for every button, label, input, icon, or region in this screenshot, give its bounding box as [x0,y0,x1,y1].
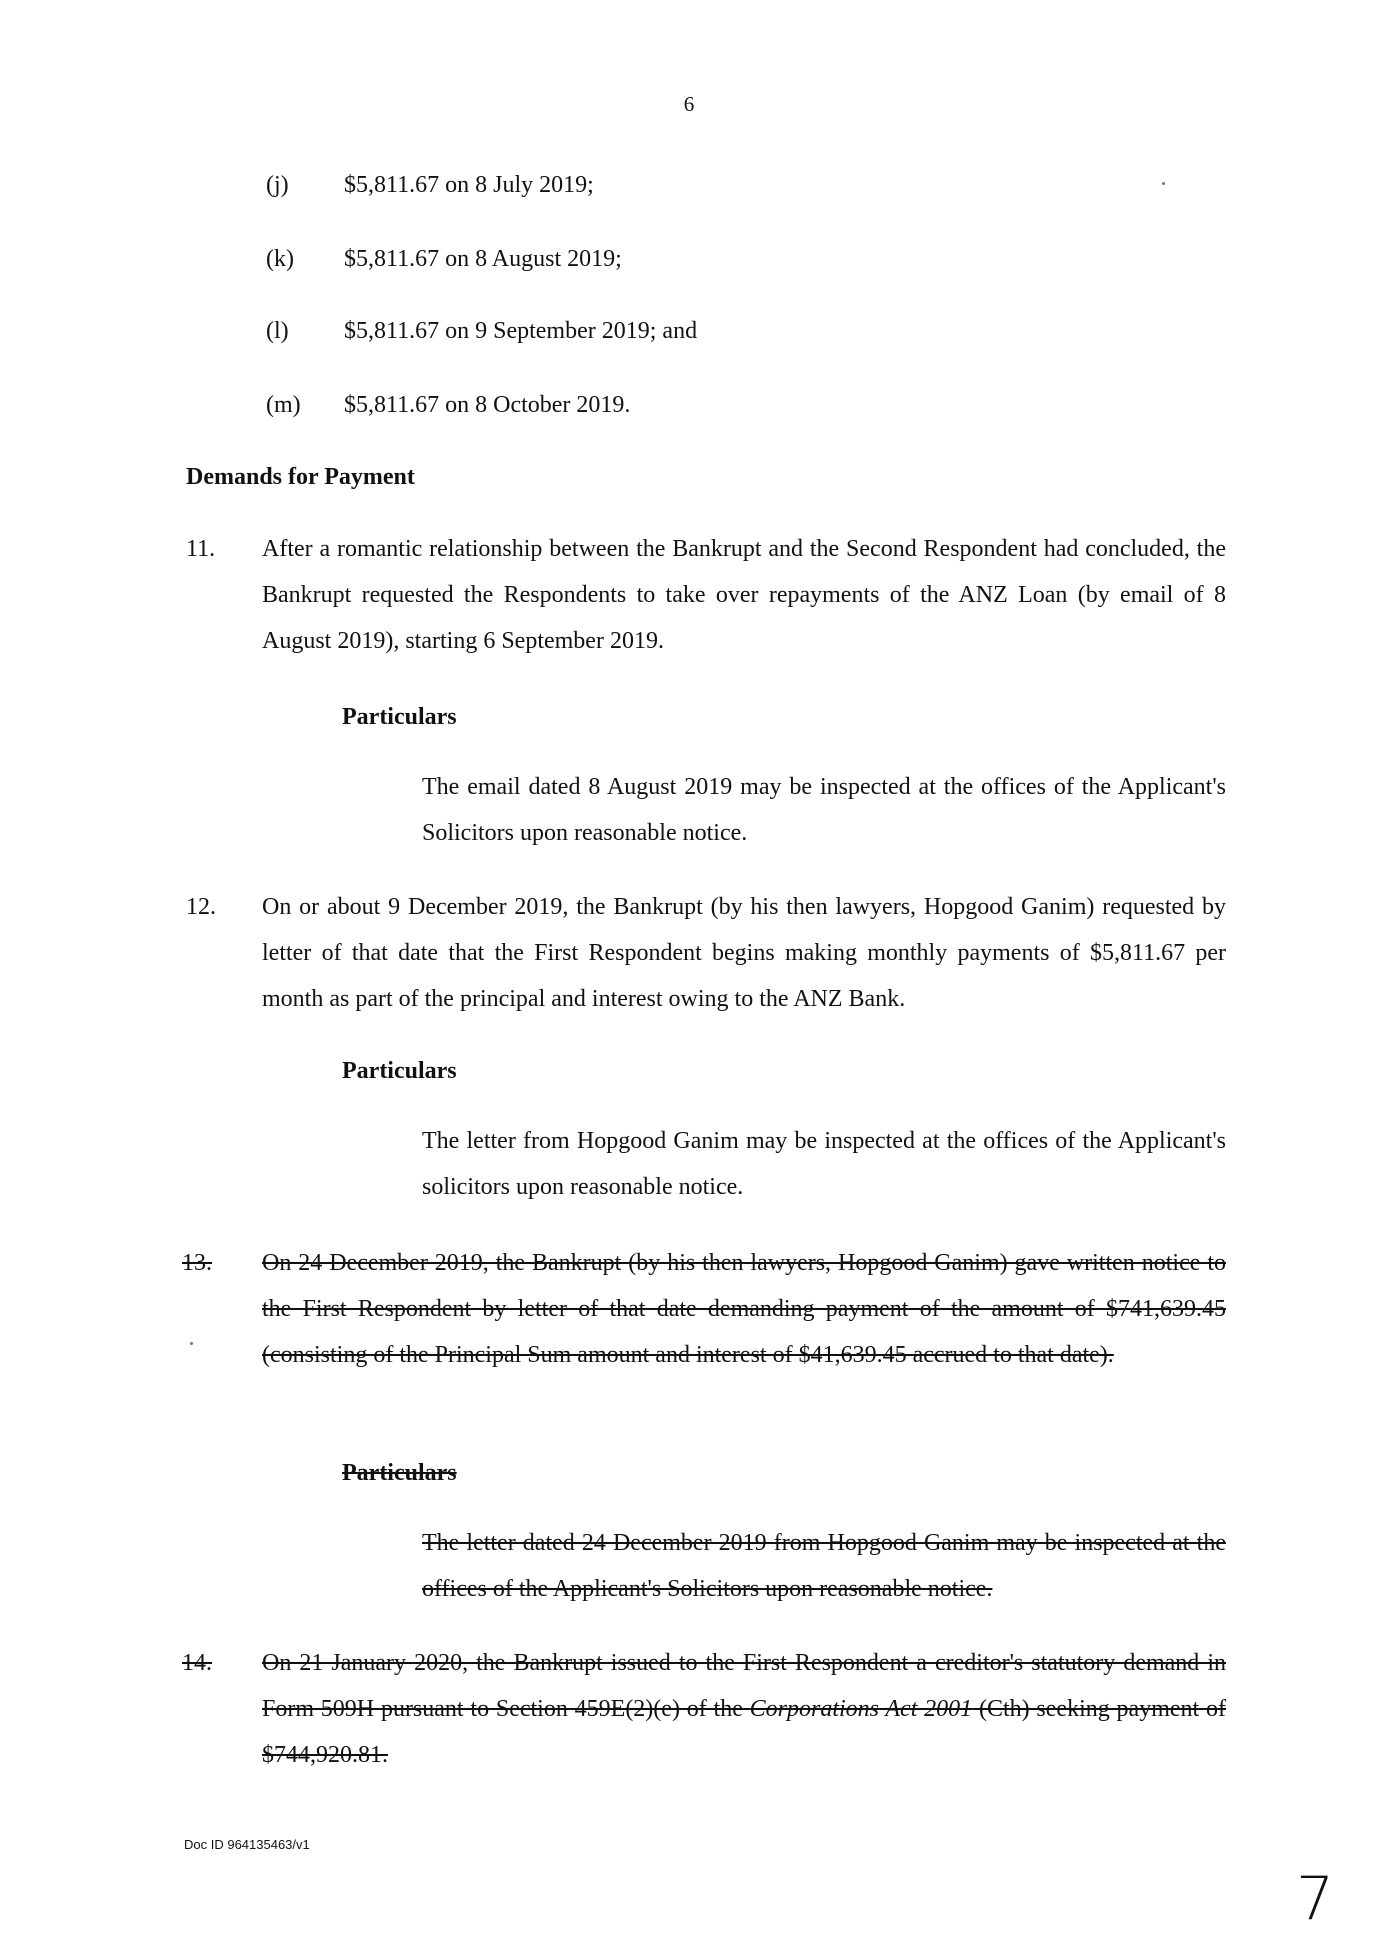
payment-item-label: (j) [266,172,289,198]
scan-speck [1162,182,1165,185]
struck-particulars-text: The letter dated 24 December 2019 from Hopgood Ganim may be inspected at the offices of the Applicant's Solicitors upon reasonable notice. [422,1530,1226,1602]
section-heading: Demands for Payment [186,464,415,490]
paragraph-number: 13. [182,1250,212,1276]
particulars-text: The letter from Hopgood Ganim may be inspected at the offices of the Applicant's solicitors upon reasonable notice. [422,1128,1226,1200]
payment-item-label: (m) [266,392,301,418]
paragraph-text: After a romantic relationship between the Bankrupt and the Second Respondent had concluded, the Bankrupt requested the Respondents to take over repayments of the ANZ Loan (by email of 8 August 2019), starting 6 September 2019. [262,536,1226,654]
payment-item-text: $5,811.67 on 9 September 2019; and [344,318,698,344]
payment-item-text: $5,811.67 on 8 July 2019; [344,172,594,198]
particulars-heading: Particulars [342,1058,457,1084]
paragraph-text-part: On 21 January 2020, the Bankrupt issued to the First Respondent a creditor's statutory demand in Form 509H pursuant to Section 459E(2)(e) of the [262,1650,1226,1722]
paragraph-number: 14. [182,1650,212,1676]
payment-item-label: (k) [266,246,294,272]
handwritten-page-mark: 7 [1296,1864,1335,1934]
payment-item-label: (l) [266,318,289,344]
particulars-heading: Particulars [342,704,457,730]
struck-particulars-heading: Particulars [342,1460,457,1486]
particulars-text: The email dated 8 August 2019 may be inspected at the offices of the Applicant's Solicitors upon reasonable notice. [422,774,1226,846]
page-number: 6 [683,92,695,116]
struck-paragraph-text [262,1640,1226,1778]
paragraph-text-part: (Cth) seeking payment of $744,920.81. [262,1696,1226,1768]
paragraph-text: On or about 9 December 2019, the Bankrupt (by his then lawyers, Hopgood Ganim) requested by letter of that date that the First Respondent begins making monthly payments of $5,811.67 per month as part of the principal and interest owing to the ANZ Bank. [262,894,1226,1012]
document-id: Doc ID 964135463/v1 [184,1837,310,1852]
paragraph-number: 11. [186,536,216,562]
paragraph-number: 12. [186,894,216,920]
act-title: Corporations Act 2001 [749,1696,973,1722]
scan-speck [190,1342,193,1345]
payment-item-text: $5,811.67 on 8 October 2019. [344,392,631,418]
struck-paragraph-text: On 24 December 2019, the Bankrupt (by his then lawyers, Hopgood Ganim) gave written notice to the First Respondent by letter of that date demanding payment of the amount of $741,639.45 (consisting of the Principal Sum amount and interest of $41,639.45 accrued to that date). [262,1250,1226,1368]
payment-item-text: $5,811.67 on 8 August 2019; [344,246,622,272]
